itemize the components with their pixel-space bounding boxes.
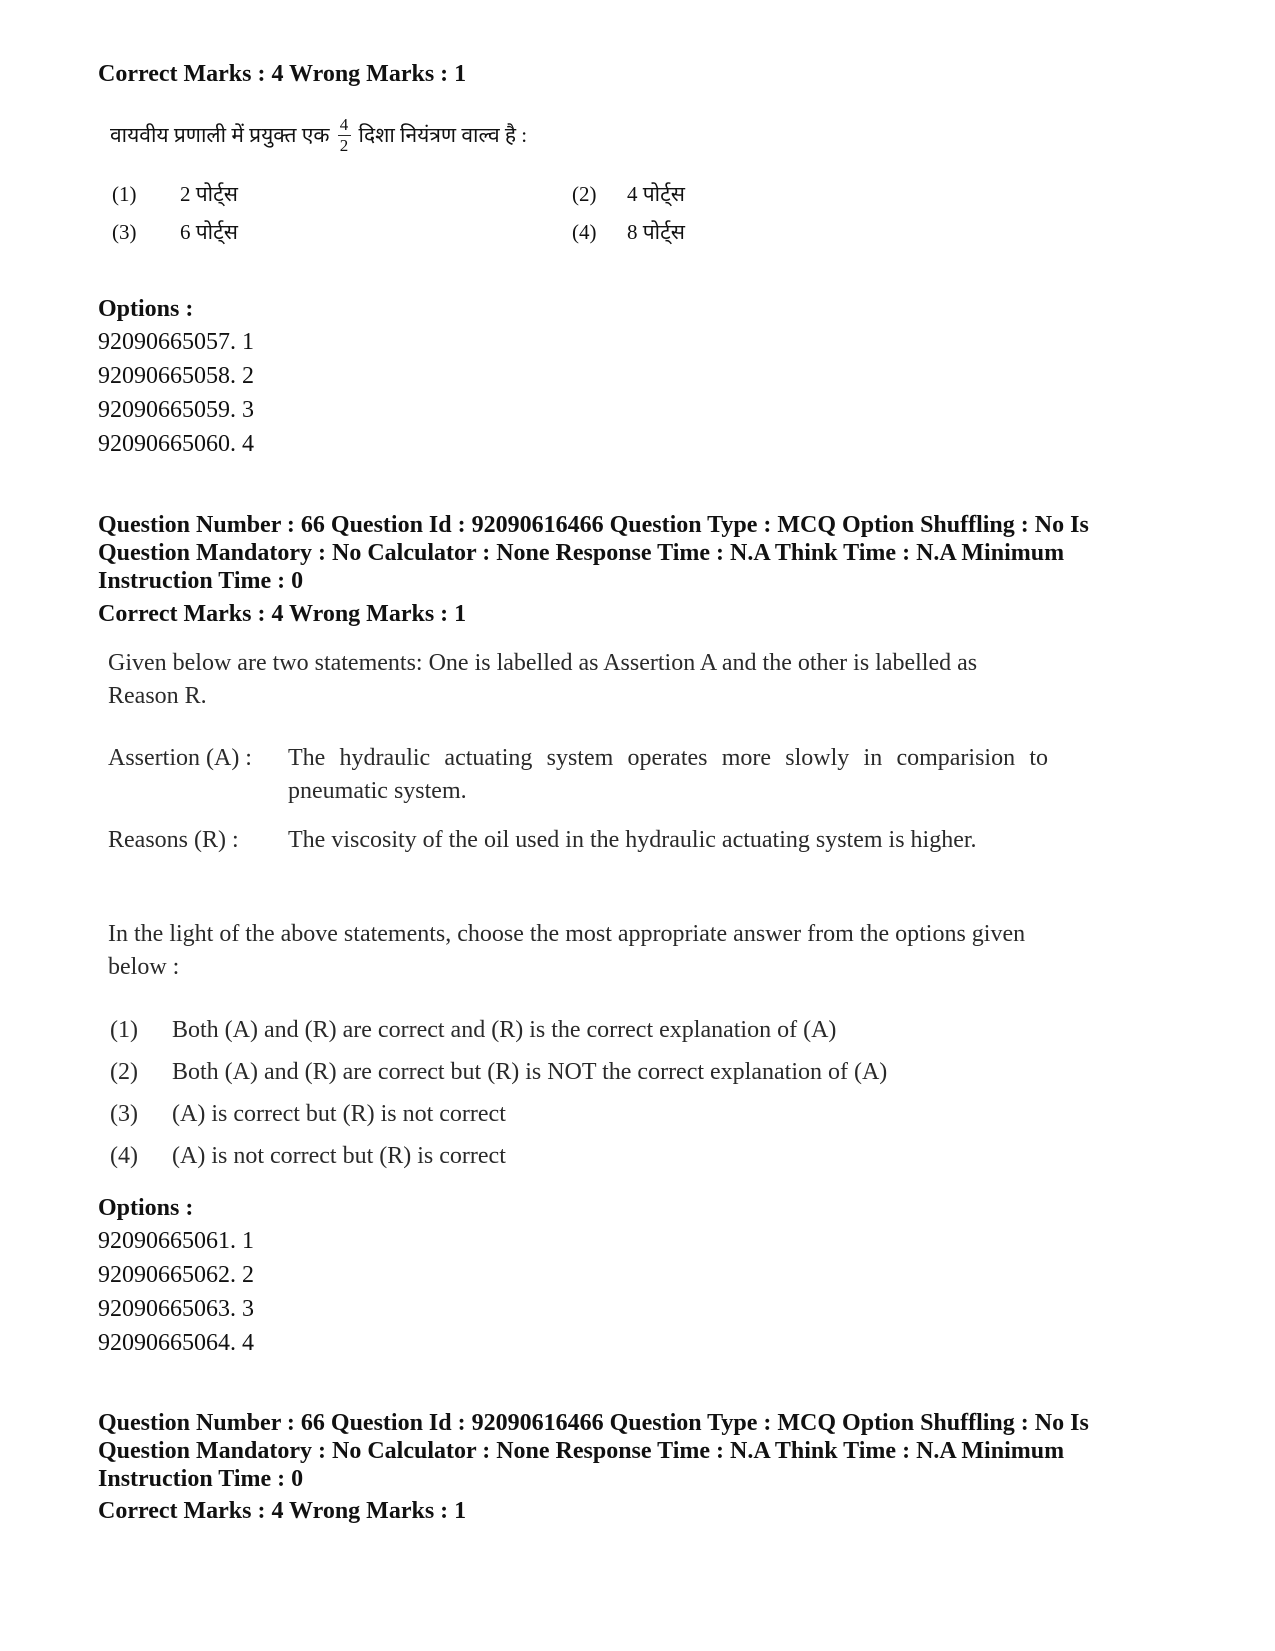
options-label: Options :: [98, 296, 194, 322]
choice-1: (1) 2 पोर्ट्स: [112, 182, 238, 206]
options-label: Options :: [98, 1195, 194, 1221]
choice-3: (3) (A) is correct but (R) is not correct: [110, 1101, 506, 1127]
assertion-label: Assertion (A) :: [108, 745, 252, 771]
header-line-1: Question Number : 66 Question Id : 92090616466 Question Type : MCQ Option Shuffling : No Is: [98, 512, 1089, 538]
options-list: [98, 1224, 254, 1360]
header-line-3: Instruction Time : 0: [98, 1466, 304, 1492]
choice-3: (3) 6 पोर्ट्स: [112, 220, 238, 244]
marks-line: Correct Marks : 4 Wrong Marks : 1: [98, 601, 467, 627]
choice-2: (2) 4 पोर्ट्स: [572, 182, 685, 206]
reason-label: Reasons (R) :: [108, 827, 239, 853]
stem-text-before: वायवीय प्रणाली में प्रयुक्त एक: [110, 123, 330, 147]
question-instruction: In the light of the above statements, choose the most appropriate answer from the options given below :: [108, 921, 1026, 980]
choice-1: (1) Both (A) and (R) are correct and (R) is the correct explanation of (A): [110, 1017, 837, 1043]
fraction-denominator: 2: [339, 135, 349, 155]
header-line-2: Question Mandatory : No Calculator : None Response Time : N.A Think Time : N.A Minimum: [98, 1438, 1065, 1464]
question-stem: [110, 112, 730, 158]
reason-row: [108, 824, 1048, 857]
marks-line: Correct Marks : 4 Wrong Marks : 1: [98, 61, 467, 87]
marks-line: Correct Marks : 4 Wrong Marks : 1: [98, 1498, 467, 1524]
choice-2: (2) Both (A) and (R) are correct but (R) is NOT the correct explanation of (A): [110, 1059, 888, 1085]
question-header: [98, 1409, 1178, 1493]
option-item: 92090665064. 4: [98, 1330, 254, 1356]
assertion-text: The hydraulic actuating system operates more slowly in comparision to pneumatic system.: [288, 745, 1048, 804]
option-item: 92090665060. 4: [98, 431, 254, 457]
option-item: 92090665063. 3: [98, 1296, 254, 1322]
choice-4: (4) (A) is not correct but (R) is correct: [110, 1143, 506, 1169]
header-line-2: Question Mandatory : No Calculator : None Response Time : N.A Think Time : N.A Minimum: [98, 540, 1065, 566]
option-item: 92090665057. 1: [98, 329, 254, 355]
question-image-hindi: [110, 112, 730, 158]
assertion-row: [108, 742, 1048, 808]
option-item: 92090665062. 2: [98, 1262, 254, 1288]
reason-text: The viscosity of the oil used in the hydraulic actuating system is higher.: [288, 827, 977, 853]
option-item: 92090665058. 2: [98, 363, 254, 389]
options-list: [98, 325, 254, 461]
option-item: 92090665059. 3: [98, 397, 254, 423]
question-intro: Given below are two statements: One is labelled as Assertion A and the other is labelled as Reason R.: [108, 650, 978, 709]
option-item: 92090665061. 1: [98, 1228, 254, 1254]
stem-text-after: दिशा नियंत्रण वाल्व है :: [358, 123, 528, 147]
choice-4: (4) 8 पोर्ट्स: [572, 220, 685, 244]
header-line-1: Question Number : 66 Question Id : 92090616466 Question Type : MCQ Option Shuffling : No Is: [98, 1410, 1089, 1436]
header-line-3: Instruction Time : 0: [98, 568, 304, 594]
fraction: [338, 116, 351, 155]
question-header: [98, 511, 1178, 595]
fraction-numerator: 4: [339, 114, 349, 134]
